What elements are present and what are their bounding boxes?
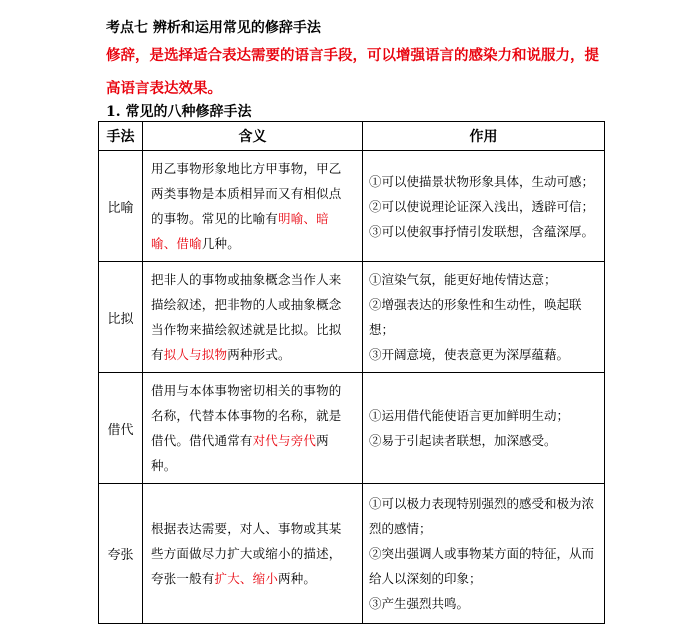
row-method-name: 比喻 (99, 151, 143, 262)
effect-line: ②易于引起读者联想，加深感受。 (369, 433, 557, 448)
table-row (99, 151, 605, 262)
meaning-highlight: 明喻、暗喻、借喻 (151, 211, 329, 251)
meaning-text: 借用与本体事物密切相关的事物的名称，代替本体事物的名称，就是借代。借代通常有 (151, 383, 342, 448)
row-meaning (143, 373, 363, 484)
meaning-text: 把非人的事物或抽象概念当作人来描绘叙述，把非物的人或抽象概念当作物来描绘叙述就是比拟。比拟有 (151, 272, 342, 362)
row-method-name: 夸张 (99, 484, 143, 624)
rhetoric-table (98, 121, 605, 624)
effect-line: ①运用借代能使语言更加鲜明生动； (369, 408, 570, 423)
effect-line: ①可以使描景状物形象具体，生动可感； (369, 173, 595, 189)
effect-line: ③产生强烈共鸣。 (369, 596, 470, 611)
row-effect (363, 373, 605, 484)
header-meaning: 含义 (143, 122, 363, 151)
effect-line: ②可以使说理论证深入浅出，透辟可信； (369, 198, 595, 214)
effect-line: ②突出强调人或事物某方面的特征，从而给人以深刻的印象； (369, 546, 595, 586)
effect-line: ①可以极力表现特别强烈的感受和极为浓烈的感情； (369, 496, 595, 536)
effect-line: ①渲染气氛，能更好地传情达意； (369, 272, 557, 287)
subsection-title: 1. 常见的八种修辞手法 (106, 104, 252, 120)
table-row (99, 262, 605, 373)
meaning-text: 用乙事物形象地比方甲事物，甲乙两类事物是本质相异而又有相似点的事物。常见的比喻有 (151, 161, 342, 226)
table-row (99, 484, 605, 624)
intro-paragraph: 修辞，是选择适合表达需要的语言手段，可以增强语言的感染力和说服力，提高语言表达效果。 (106, 47, 599, 97)
row-effect (363, 151, 605, 262)
effect-line: ③开阔意境，使表意更为深厚蕴藉。 (369, 347, 570, 362)
table-row (99, 373, 605, 484)
meaning-text: 根据表达需要，对人、事物或其某些方面做尽力扩大或缩小的描述，夸张一般有 (151, 521, 342, 586)
meaning-text-end: 两种。 (151, 433, 329, 473)
meaning-text-end: 两种。 (278, 571, 317, 586)
meaning-highlight: 拟人与拟物 (163, 347, 228, 362)
meaning-highlight: 扩大、缩小 (214, 571, 279, 586)
row-meaning (143, 484, 363, 624)
meaning-text-end: 几种。 (201, 236, 240, 251)
row-effect (363, 484, 605, 624)
header-method: 手法 (99, 122, 143, 151)
row-effect (363, 262, 605, 373)
section-title: 考点七 辨析和运用常见的修辞手法 (106, 20, 321, 36)
row-method-name: 比拟 (99, 262, 143, 373)
meaning-highlight: 对代与旁代 (252, 433, 317, 448)
table-header-row (99, 122, 605, 151)
effect-line: ③可以使叙事抒情引发联想，含蕴深厚。 (369, 223, 595, 239)
row-method-name: 借代 (99, 373, 143, 484)
header-effect: 作用 (363, 122, 605, 151)
row-meaning (143, 262, 363, 373)
meaning-text-end: 两种形式。 (227, 347, 291, 362)
effect-line: ②增强表达的形象性和生动性，唤起联想； (369, 297, 582, 337)
row-meaning (143, 151, 363, 262)
